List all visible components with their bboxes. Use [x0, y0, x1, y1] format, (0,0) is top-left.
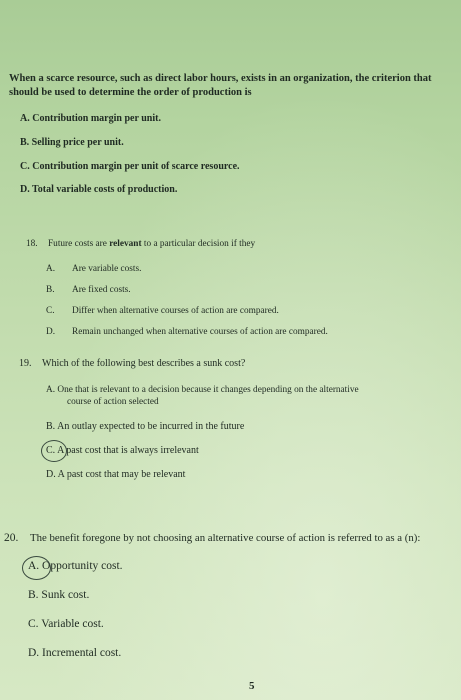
- option-d-text: Remain unchanged when alternative courses of action are compared.: [72, 327, 328, 337]
- option-a-letter: A.: [46, 264, 56, 274]
- page-number: 5: [249, 680, 255, 692]
- option-b: B. Selling price per unit.: [20, 137, 124, 148]
- option-a: A. Contribution margin per unit.: [20, 113, 161, 124]
- option-d: D. Total variable costs of production.: [20, 184, 178, 195]
- option-b: B. Sunk cost.: [28, 589, 90, 601]
- stem-text-bold: relevant: [109, 239, 142, 249]
- answer-circle: [41, 440, 67, 462]
- option-a: A. Opportunity cost.: [28, 560, 123, 572]
- option-a-text: Are variable costs.: [72, 264, 142, 274]
- option-a-line1: A. One that is relevant to a decision because it changes depending on the alternative: [46, 385, 359, 395]
- question-stem: [48, 239, 255, 249]
- question-number: 18.: [26, 239, 38, 249]
- option-b: B. An outlay expected to be incurred in the future: [46, 421, 245, 432]
- question-stem-line2: should be used to determine the order of production is: [9, 87, 252, 98]
- stem-text-pre: Future costs are: [48, 239, 110, 249]
- question-stem: The benefit foregone by not choosing an alternative course of action is referred to as a (n):: [30, 532, 421, 544]
- question-stem: Which of the following best describes a sunk cost?: [42, 358, 246, 369]
- option-b-letter: B.: [46, 285, 55, 295]
- option-c: C. Contribution margin per unit of scarce resource.: [20, 161, 240, 172]
- option-b-text: Are fixed costs.: [72, 285, 131, 295]
- option-a-line2: course of action selected: [67, 397, 159, 407]
- answer-circle: [22, 556, 51, 580]
- option-c: C. Variable cost.: [28, 618, 104, 630]
- option-d: D. Incremental cost.: [28, 647, 122, 659]
- option-c: C. A past cost that is always irrelevant: [46, 445, 199, 456]
- question-number: 20.: [4, 532, 19, 544]
- option-c-text: Differ when alternative courses of action are compared.: [72, 306, 279, 316]
- option-d-letter: D.: [46, 327, 56, 337]
- option-c-letter: C.: [46, 306, 55, 316]
- question-number: 19.: [19, 358, 32, 369]
- option-d: D. A past cost that may be relevant: [46, 469, 186, 480]
- question-stem-line1: When a scarce resource, such as direct labor hours, exists in an organization, the criterion that: [9, 73, 432, 84]
- stem-text-post: to a particular decision if they: [141, 239, 256, 249]
